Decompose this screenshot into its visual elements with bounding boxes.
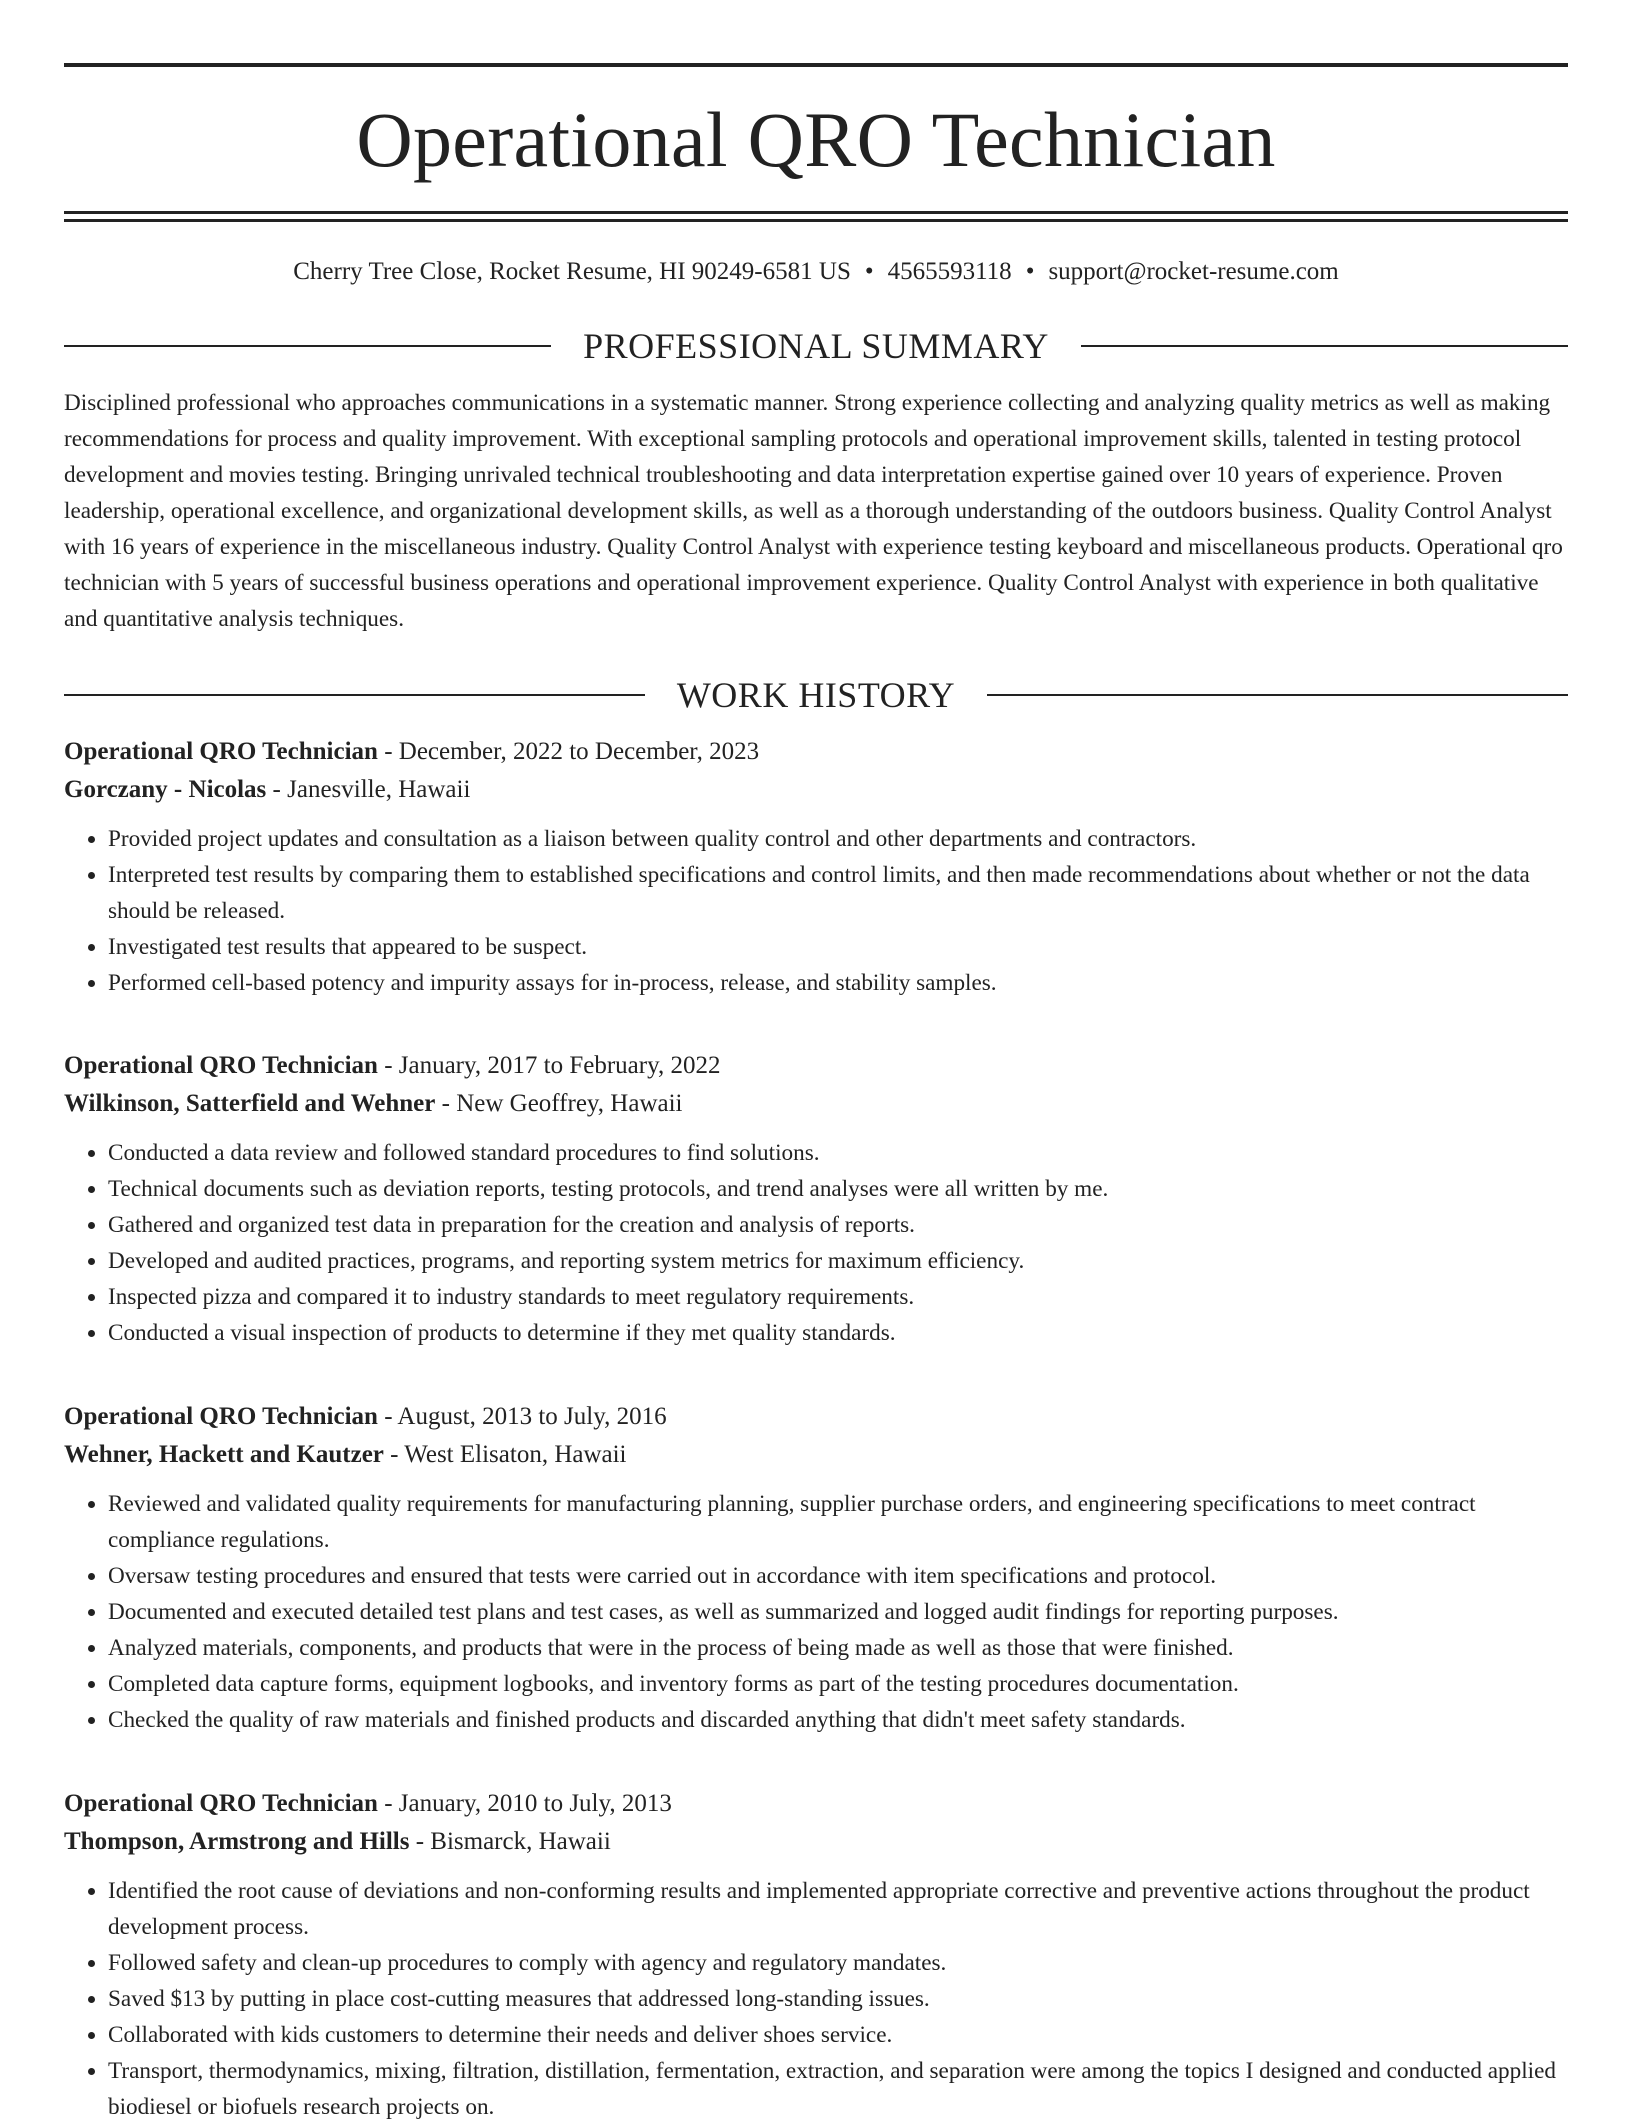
contact-email: support@rocket-resume.com <box>1048 258 1339 285</box>
job-bullet: • Reviewed and validated quality requirements for manufacturing planning, supplier purchase orders, and engineering specifications to meet contract compliance regulations. <box>108 1486 1568 1558</box>
heading-rule-left <box>64 345 551 347</box>
contact-phone: 4565593118 <box>887 258 1012 285</box>
job-company-line <box>64 1823 1568 1861</box>
job-bullet-list <box>64 1135 1568 1351</box>
title-double-rule <box>64 211 1568 222</box>
job-bullet: • Inspected pizza and compared it to industry standards to meet regulatory requirements. <box>108 1279 1568 1315</box>
job-bullet: • Collaborated with kids customers to determine their needs and deliver shoes service. <box>108 2017 1568 2053</box>
job-bullet: • Identified the root cause of deviations and non-conforming results and implemented appropriate corrective and preventive actions throughout the product development process. <box>108 1873 1568 1945</box>
contact-separator: • <box>864 258 874 285</box>
job-company: Thompson, Armstrong and Hills <box>64 1828 410 1855</box>
job-bullet: • Interpreted test results by comparing them to established specifications and control limits, and then made recommendations about whether or not the data should be released. <box>108 857 1568 929</box>
job-bullet-list <box>64 821 1568 1001</box>
contact-line <box>64 256 1568 288</box>
job-bullet: • Investigated test results that appeared to be suspect. <box>108 929 1568 965</box>
summary-paragraph: Disciplined professional who approaches communications in a systematic manner. Strong experience collecting and analyzing quality metrics as well as making recommendations for process and quality improvement. With exceptional sampling protocols and operational improvement skills, talented in testing protocol development and movies testing. Bringing unrivaled technical troubleshooting and data interpretation expertise gained over 10 years of experience. Proven leadership, operational excellence, and organizational development skills, as well as a thorough understanding of the outdoors business. Quality Control Analyst with 16 years of experience in the miscellaneous industry. Quality Control Analyst with experience testing keyboard and miscellaneous products. Operational qro technician with 5 years of successful business operations and operational improvement experience. Quality Control Analyst with experience in both qualitative and quantitative analysis techniques. <box>64 390 1563 632</box>
job-company: Gorczany - Nicolas <box>64 776 267 803</box>
heading-rule-right <box>987 694 1568 696</box>
job-title-line <box>64 1047 1568 1085</box>
job-location: - New Geoffrey, Hawaii <box>435 1090 683 1117</box>
job-bullet-list <box>64 1873 1568 2125</box>
job-entry <box>64 1398 1568 1738</box>
job-title: Operational QRO Technician <box>64 1052 378 1079</box>
job-location: - West Elisaton, Hawaii <box>383 1441 627 1468</box>
job-entry <box>64 1047 1568 1351</box>
job-dates: - January, 2010 to July, 2013 <box>377 1790 672 1817</box>
job-bullet: • Transport, thermodynamics, mixing, filtration, distillation, fermentation, extraction, and separation were among the topics I designed and conducted applied biodiesel or biofuels research projects on. <box>108 2053 1568 2125</box>
job-title: Operational QRO Technician <box>64 1790 378 1817</box>
job-company: Wilkinson, Satterfield and Wehner <box>64 1090 436 1117</box>
job-bullet: • Followed safety and clean-up procedures to comply with agency and regulatory mandates. <box>108 1945 1568 1981</box>
job-location: - Bismarck, Hawaii <box>409 1828 611 1855</box>
job-bullet: • Technical documents such as deviation reports, testing protocols, and trend analyses were all written by me. <box>108 1171 1568 1207</box>
summary-heading-text: PROFESSIONAL SUMMARY <box>583 326 1049 366</box>
resume-title: Operational QRO Technician <box>356 96 1276 183</box>
job-bullet: • Checked the quality of raw materials and finished products and discarded anything that didn't meet safety standards. <box>108 1702 1568 1738</box>
job-bullet: • Analyzed materials, components, and products that were in the process of being made as well as those that were finished. <box>108 1630 1568 1666</box>
job-bullet: • Oversaw testing procedures and ensured that tests were carried out in accordance with item specifications and protocol. <box>108 1558 1568 1594</box>
job-bullet: • Developed and audited practices, programs, and reporting system metrics for maximum efficiency. <box>108 1243 1568 1279</box>
job-bullet: • Completed data capture forms, equipment logbooks, and inventory forms as part of the testing procedures documentation. <box>108 1666 1568 1702</box>
job-bullet-list <box>64 1486 1568 1738</box>
job-bullet: • Conducted a visual inspection of products to determine if they met quality standards. <box>108 1315 1568 1351</box>
job-entry <box>64 733 1568 1001</box>
work-history-section-heading <box>64 675 1568 715</box>
job-dates: - December, 2022 to December, 2023 <box>377 738 760 765</box>
job-title: Operational QRO Technician <box>64 1403 378 1430</box>
job-title-line <box>64 1398 1568 1436</box>
job-title: Operational QRO Technician <box>64 738 378 765</box>
job-entry <box>64 1785 1568 2125</box>
contact-separator: • <box>1025 258 1035 285</box>
job-company: Wehner, Hackett and Kautzer <box>64 1441 384 1468</box>
job-bullet: • Saved $13 by putting in place cost-cutting measures that addressed long-standing issues. <box>108 1981 1568 2017</box>
job-bullet: • Documented and executed detailed test plans and test cases, as well as summarized and logged audit findings for reporting purposes. <box>108 1594 1568 1630</box>
job-dates: - January, 2017 to February, 2022 <box>377 1052 721 1079</box>
job-dates: - August, 2013 to July, 2016 <box>377 1403 667 1430</box>
job-company-line <box>64 1436 1568 1474</box>
job-bullet: • Gathered and organized test data in preparation for the creation and analysis of reports. <box>108 1207 1568 1243</box>
work-history-list <box>64 733 1568 2125</box>
work-history-heading-text: WORK HISTORY <box>676 675 956 715</box>
job-bullet: • Provided project updates and consultation as a liaison between quality control and other departments and contractors. <box>108 821 1568 857</box>
job-title-line <box>64 1785 1568 1823</box>
resume-page <box>64 0 1568 2125</box>
heading-rule-right <box>1081 345 1568 347</box>
summary-section-heading <box>64 326 1568 366</box>
top-rule <box>64 63 1568 67</box>
job-bullet: • Conducted a data review and followed standard procedures to find solutions. <box>108 1135 1568 1171</box>
job-company-line <box>64 1085 1568 1123</box>
contact-address: Cherry Tree Close, Rocket Resume, HI 90249-6581 US <box>293 258 851 285</box>
job-company-line <box>64 771 1568 809</box>
job-bullet: • Performed cell-based potency and impurity assays for in-process, release, and stability samples. <box>108 965 1568 1001</box>
job-title-line <box>64 733 1568 771</box>
job-location: - Janesville, Hawaii <box>266 776 471 803</box>
heading-rule-left <box>64 694 645 696</box>
